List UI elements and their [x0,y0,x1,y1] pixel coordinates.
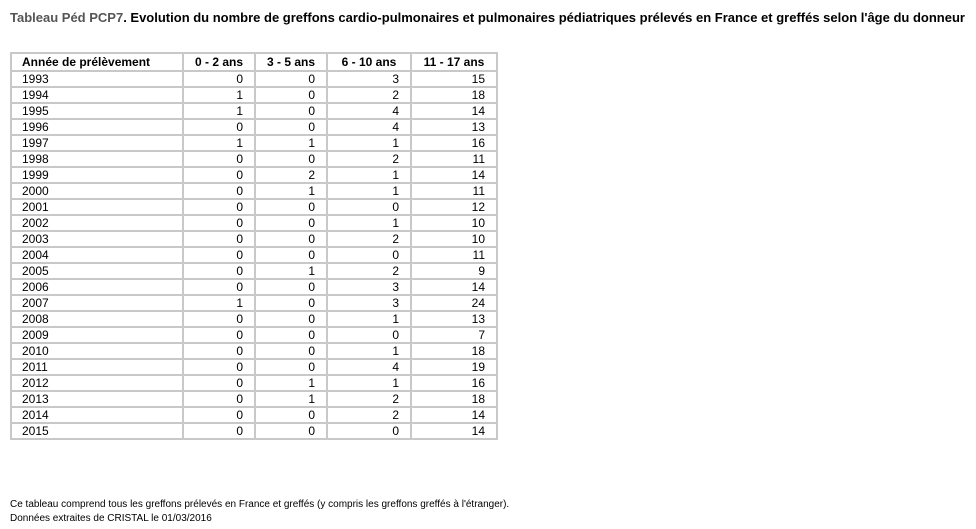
cell-count: 0 [327,423,411,439]
cell-count: 0 [255,215,327,231]
cell-count: 24 [411,295,497,311]
table-title-prefix: Tableau Péd PCP7 [10,10,124,25]
cell-year: 2005 [11,263,183,279]
cell-year: 2002 [11,215,183,231]
cell-count: 1 [327,375,411,391]
cell-count: 4 [327,119,411,135]
cell-count: 0 [255,151,327,167]
cell-count: 14 [411,103,497,119]
cell-count: 0 [183,407,255,423]
table-row [11,311,497,327]
cell-count: 0 [255,247,327,263]
cell-year: 1993 [11,71,183,87]
cell-year: 2006 [11,279,183,295]
cell-count: 14 [411,423,497,439]
cell-count: 0 [255,119,327,135]
table-title-text: . Evolution du nombre de greffons cardio-pulmonaires et pulmonaires pédiatriques prélevés en France et greffés selon l'âge du donneur [123,10,965,25]
header-0-2: 0 - 2 ans [183,53,255,71]
cell-count: 1 [255,375,327,391]
cell-year: 1998 [11,151,183,167]
cell-year: 2009 [11,327,183,343]
table-body [11,71,497,439]
table-row [11,295,497,311]
cell-count: 1 [327,183,411,199]
header-6-10: 6 - 10 ans [327,53,411,71]
cell-count: 3 [327,279,411,295]
cell-count: 3 [327,71,411,87]
cell-count: 1 [327,343,411,359]
cell-count: 0 [255,71,327,87]
cell-count: 2 [327,87,411,103]
cell-count: 1 [255,183,327,199]
table-row [11,263,497,279]
cell-year: 2013 [11,391,183,407]
table-row [11,167,497,183]
cell-count: 0 [183,247,255,263]
cell-count: 0 [255,87,327,103]
cell-count: 0 [255,103,327,119]
table-row [11,183,497,199]
data-table [10,52,498,440]
cell-count: 0 [183,279,255,295]
cell-count: 0 [183,423,255,439]
table-row [11,375,497,391]
table-row [11,423,497,439]
table-row [11,327,497,343]
cell-count: 0 [183,327,255,343]
cell-count: 0 [255,295,327,311]
cell-count: 0 [183,231,255,247]
cell-year: 2012 [11,375,183,391]
cell-year: 1997 [11,135,183,151]
cell-count: 14 [411,279,497,295]
header-year: Année de prélèvement [11,53,183,71]
table-row [11,103,497,119]
cell-year: 2004 [11,247,183,263]
cell-year: 1995 [11,103,183,119]
cell-count: 1 [183,87,255,103]
cell-count: 2 [255,167,327,183]
cell-year: 2015 [11,423,183,439]
cell-count: 0 [255,231,327,247]
cell-count: 1 [255,135,327,151]
cell-count: 13 [411,311,497,327]
cell-count: 1 [327,215,411,231]
cell-count: 0 [255,407,327,423]
table-row [11,71,497,87]
cell-count: 0 [183,199,255,215]
header-3-5: 3 - 5 ans [255,53,327,71]
cell-year: 2001 [11,199,183,215]
cell-count: 0 [183,391,255,407]
cell-count: 0 [183,311,255,327]
cell-year: 1996 [11,119,183,135]
cell-count: 11 [411,247,497,263]
cell-count: 2 [327,151,411,167]
cell-count: 0 [255,359,327,375]
table-row [11,247,497,263]
cell-year: 2014 [11,407,183,423]
cell-count: 4 [327,359,411,375]
cell-year: 2011 [11,359,183,375]
cell-count: 16 [411,135,497,151]
cell-year: 1999 [11,167,183,183]
cell-count: 0 [255,199,327,215]
cell-count: 0 [183,183,255,199]
cell-count: 0 [255,327,327,343]
cell-count: 12 [411,199,497,215]
cell-count: 0 [255,311,327,327]
cell-year: 2007 [11,295,183,311]
cell-count: 3 [327,295,411,311]
table-row [11,151,497,167]
cell-count: 1 [183,103,255,119]
cell-count: 2 [327,231,411,247]
table-row [11,135,497,151]
cell-count: 11 [411,183,497,199]
table-title [10,10,972,25]
cell-count: 14 [411,407,497,423]
cell-count: 0 [183,215,255,231]
cell-count: 0 [327,327,411,343]
table-row [11,359,497,375]
cell-count: 16 [411,375,497,391]
cell-count: 0 [183,71,255,87]
table-row [11,215,497,231]
cell-count: 0 [327,199,411,215]
cell-year: 2000 [11,183,183,199]
cell-count: 1 [255,391,327,407]
cell-count: 1 [255,263,327,279]
cell-count: 0 [183,151,255,167]
cell-count: 4 [327,103,411,119]
cell-count: 0 [183,343,255,359]
table-row [11,407,497,423]
cell-count: 1 [327,311,411,327]
cell-count: 1 [327,135,411,151]
cell-count: 9 [411,263,497,279]
cell-count: 1 [183,135,255,151]
footnote-scope: Ce tableau comprend tous les greffons prélevés en France et greffés (y compris les greffons greffés à l'étranger). [10,499,510,510]
table-row [11,231,497,247]
cell-count: 0 [183,375,255,391]
table-row [11,391,497,407]
cell-year: 2010 [11,343,183,359]
cell-count: 2 [327,263,411,279]
cell-year: 1994 [11,87,183,103]
cell-count: 0 [183,167,255,183]
header-11-17: 11 - 17 ans [411,53,497,71]
cell-year: 2008 [11,311,183,327]
cell-count: 0 [183,119,255,135]
cell-count: 15 [411,71,497,87]
footnotes [10,498,509,526]
cell-count: 1 [183,295,255,311]
cell-count: 1 [327,167,411,183]
cell-count: 19 [411,359,497,375]
cell-count: 18 [411,343,497,359]
table-row [11,343,497,359]
table-row [11,87,497,103]
cell-count: 10 [411,215,497,231]
cell-count: 2 [327,391,411,407]
cell-count: 18 [411,391,497,407]
table-row [11,199,497,215]
cell-count: 0 [255,279,327,295]
cell-count: 10 [411,231,497,247]
cell-count: 18 [411,87,497,103]
cell-count: 13 [411,119,497,135]
table-row [11,279,497,295]
cell-year: 2003 [11,231,183,247]
cell-count: 14 [411,167,497,183]
cell-count: 0 [255,423,327,439]
table-header-row [11,53,497,71]
cell-count: 7 [411,327,497,343]
table-row [11,119,497,135]
cell-count: 0 [183,359,255,375]
cell-count: 0 [183,263,255,279]
cell-count: 2 [327,407,411,423]
footnote-source: Données extraites de CRISTAL le 01/03/2016 [10,513,212,524]
cell-count: 0 [327,247,411,263]
cell-count: 0 [255,343,327,359]
cell-count: 11 [411,151,497,167]
